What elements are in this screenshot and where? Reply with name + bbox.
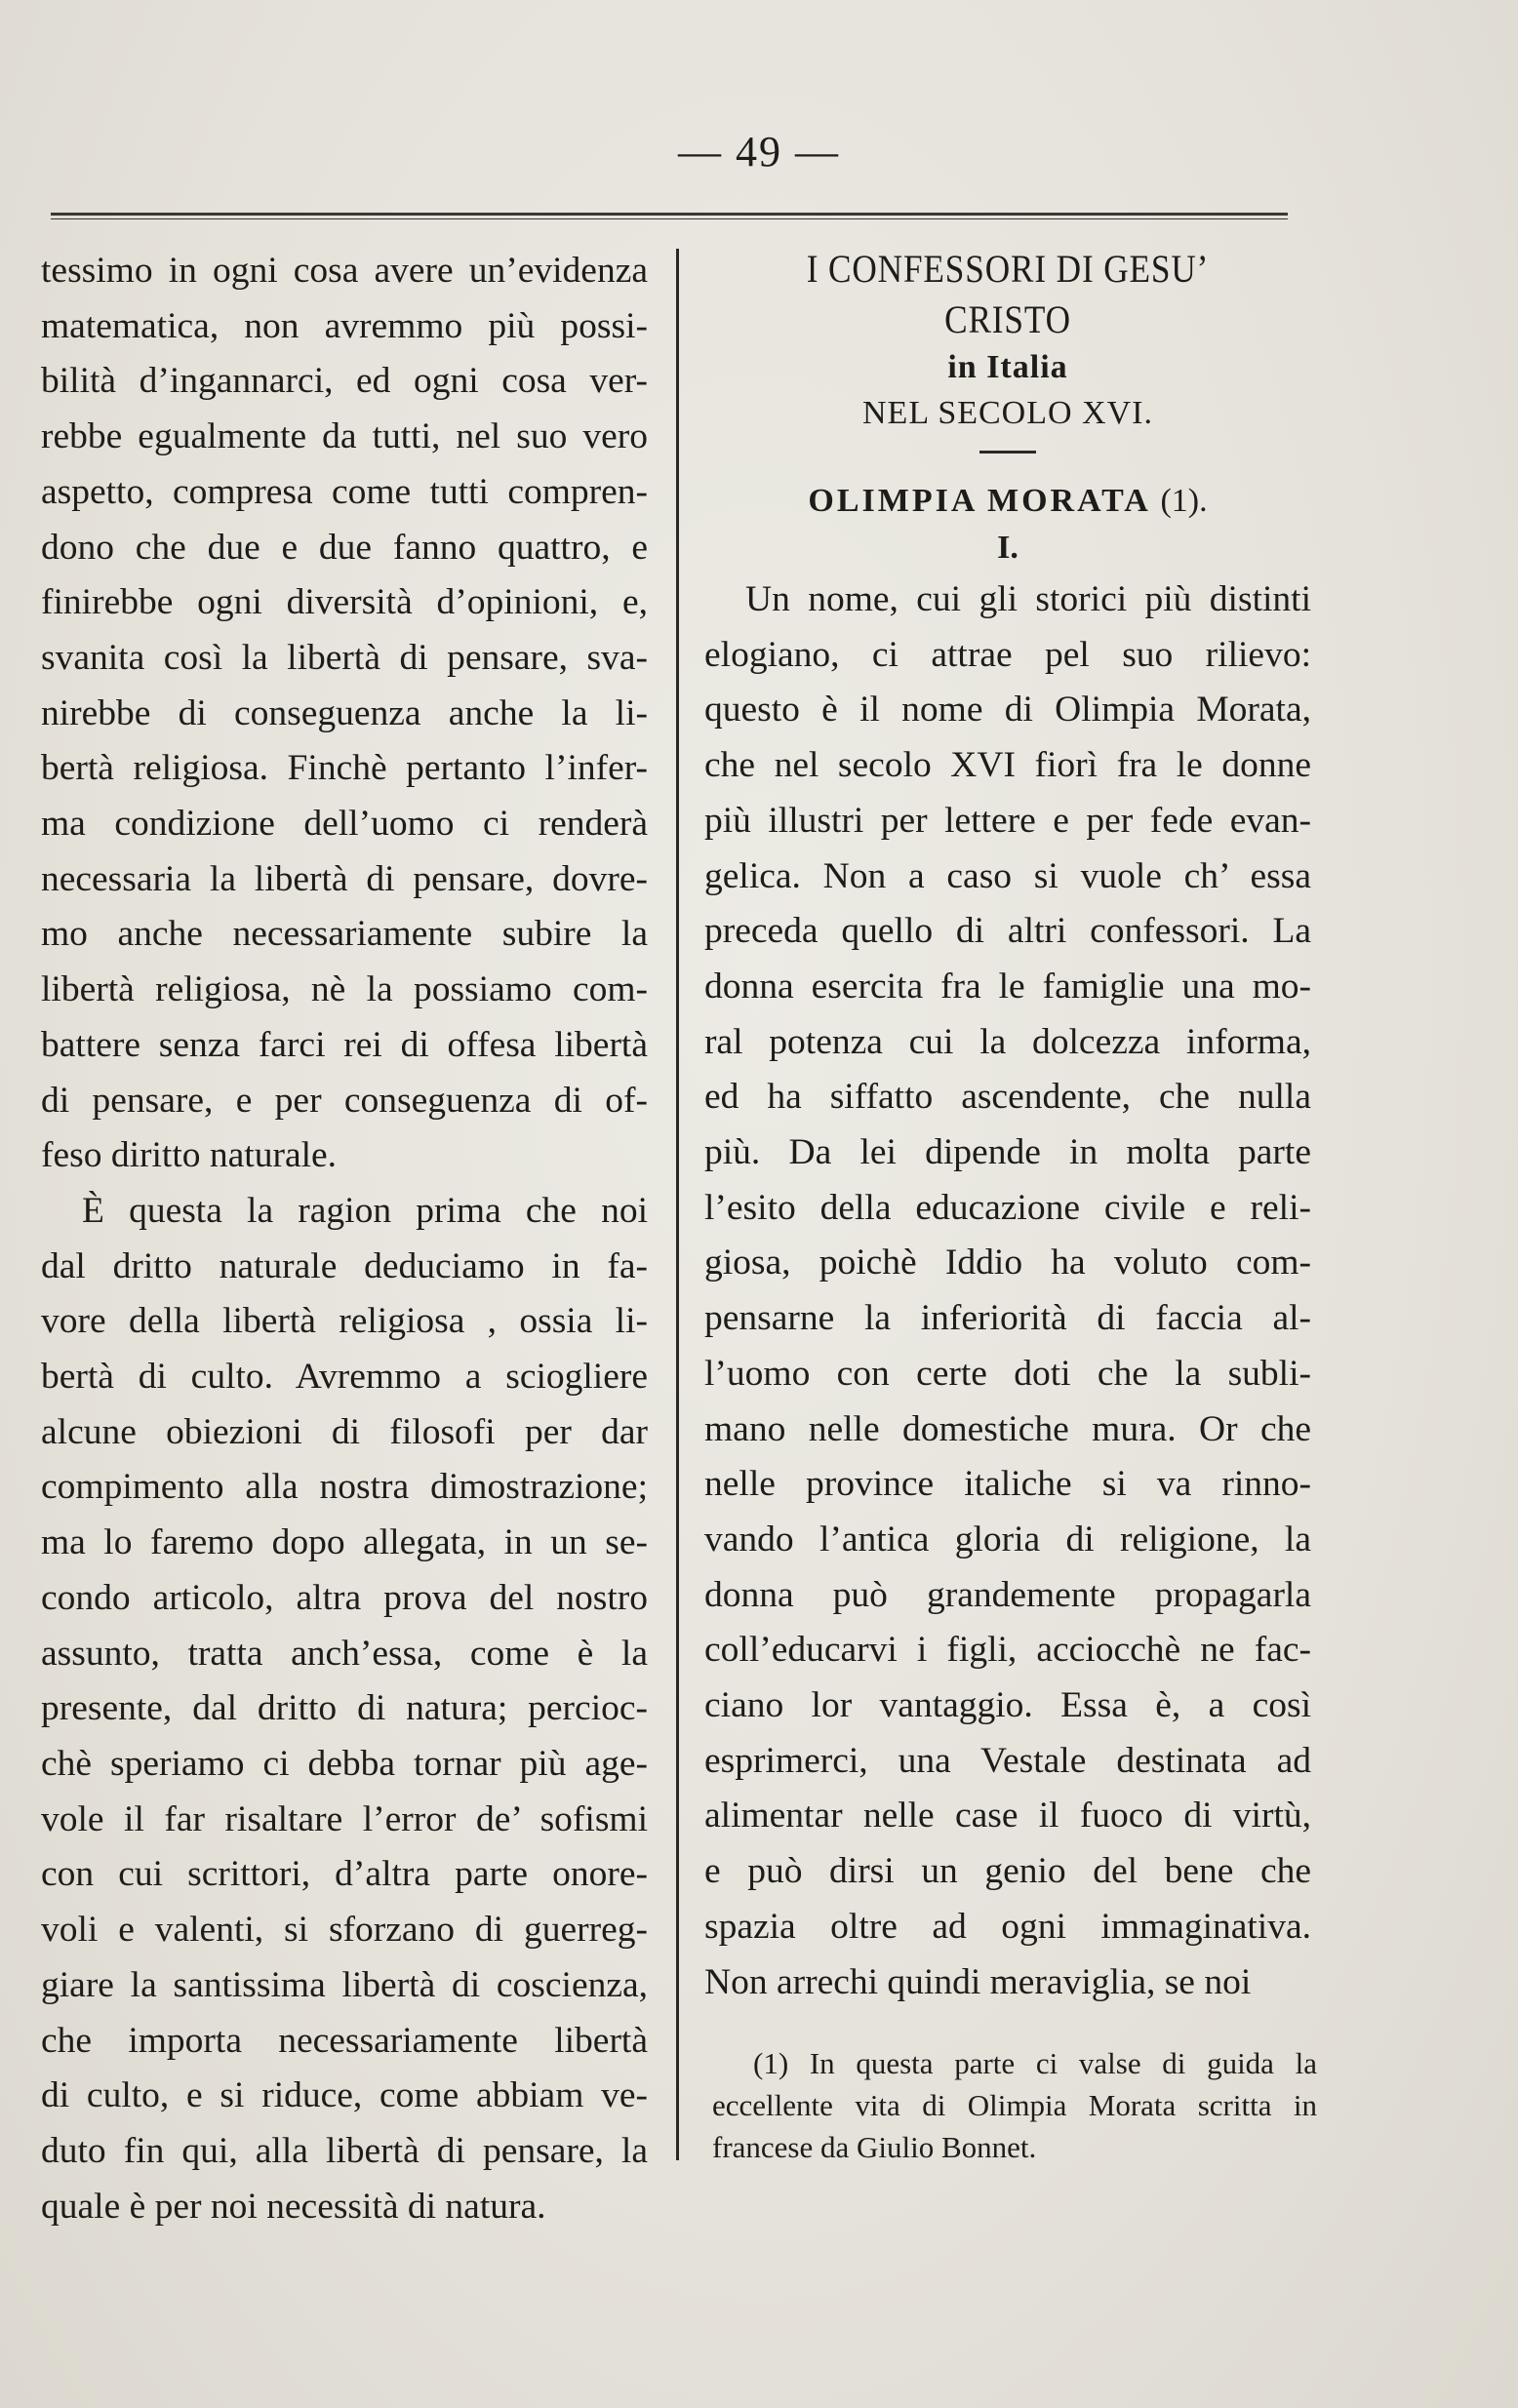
text-line: di culto, e si riduce, come abbiam ve- xyxy=(41,2075,648,2116)
text-line: esprimerci, una Vestale destinata ad xyxy=(704,1740,1311,1781)
footnote xyxy=(712,2042,1317,2168)
paragraph xyxy=(704,572,1311,2010)
text-line: compimento alla nostra dimostrazione; xyxy=(41,1467,648,1508)
paragraph xyxy=(41,244,648,1184)
series-subheading-bold: in Italia xyxy=(947,349,1068,385)
text-line: voli e valenti, si sforzano di guerreg- xyxy=(41,1910,648,1951)
text-line: (1) In questa parte ci valse di guida la xyxy=(753,2046,1317,2080)
right-column xyxy=(704,244,1311,2010)
text-line: battere senza farci rei di offesa libertà xyxy=(41,1024,648,1065)
text-line: nelle province italiche si va rinno- xyxy=(704,1464,1311,1505)
article-series-heading: I CONFESSORI DI GESU’ CRISTO xyxy=(806,247,1210,341)
footnote-reference: (1). xyxy=(1160,483,1208,519)
text-line: aspetto, compresa come tutti compren- xyxy=(41,471,648,512)
text-line: più. Da lei dipende in molta parte xyxy=(704,1132,1311,1173)
text-line: eccellente vita di Olimpia Morata scritta in xyxy=(712,2088,1317,2122)
text-line: chè speriamo ci debba tornar più age- xyxy=(41,1743,648,1784)
text-line: dal dritto naturale deduciamo in fa- xyxy=(41,1245,648,1286)
text-line: coll’educarvi i figli, acciocchè ne fac- xyxy=(704,1630,1311,1671)
text-line: quale è per noi necessità di natura. xyxy=(41,2186,546,2227)
section-number: I. xyxy=(997,530,1019,566)
text-line: spazia oltre ad ogni immaginativa. xyxy=(704,1906,1311,1947)
header-rule xyxy=(51,213,1288,219)
text-line: condo articolo, altra prova del nostro xyxy=(41,1577,648,1618)
text-line: rebbe egualmente da tutti, nel suo vero xyxy=(41,416,648,457)
text-line: elogiano, ci attrae pel suo rilievo: xyxy=(704,634,1311,675)
paragraph xyxy=(41,1184,648,2234)
text-line: l’esito della educazione civile e reli- xyxy=(704,1187,1311,1228)
text-line: alimentar nelle case il fuoco di virtù, xyxy=(704,1796,1311,1836)
text-line: nirebbe di conseguenza anche la li- xyxy=(41,692,648,733)
text-line: Non arrechi quindi meraviglia, se noi xyxy=(704,1961,1252,2002)
text-line: ed ha siffatto ascendente, che nulla xyxy=(704,1077,1311,1118)
text-line: presente, dal dritto di natura; percioc- xyxy=(41,1688,648,1729)
text-line: più illustri per lettere e per fede evan- xyxy=(704,800,1311,841)
text-line: svanita così la libertà di pensare, sva- xyxy=(41,637,648,678)
text-line: donna può grandemente propagarla xyxy=(704,1574,1311,1615)
text-line: mano nelle domestiche mura. Or che xyxy=(704,1408,1311,1449)
text-line: dono che due e due fanno quattro, e xyxy=(41,527,648,568)
text-line: matematica, non avremmo più possi- xyxy=(41,305,648,346)
text-line: con cui scrittori, d’altra parte onore- xyxy=(41,1854,648,1895)
text-line: libertà religiosa, nè la possiamo com- xyxy=(41,969,648,1010)
text-line: che nel secolo XVI fiorì fra le donne xyxy=(704,745,1311,786)
text-line: mo anche necessariamente subire la xyxy=(41,914,648,955)
text-line: ral potenza cui la dolcezza informa, xyxy=(704,1021,1311,1062)
text-line: di pensare, e per conseguenza di of- xyxy=(41,1080,648,1121)
text-line: alcune obiezioni di filosofi per dar xyxy=(41,1411,648,1452)
text-line: vole il far risaltare l’error de’ sofismi xyxy=(41,1798,648,1839)
text-line: preceda quello di altri confessori. La xyxy=(704,911,1311,952)
series-subheading: NEL SECOLO XVI. xyxy=(862,395,1153,431)
article-title-text: OLIMPIA MORATA xyxy=(808,483,1149,519)
heading-dash xyxy=(979,451,1036,454)
text-line: gelica. Non a caso si vuole ch’ essa xyxy=(704,855,1311,896)
text-line: feso diritto naturale. xyxy=(41,1135,338,1176)
text-line: È questa la ragion prima che noi xyxy=(82,1190,648,1231)
text-line: pensarne la inferiorità di faccia al- xyxy=(704,1298,1311,1339)
text-line: finirebbe ogni diversità d’opinioni, e, xyxy=(41,582,648,623)
article-title xyxy=(704,479,1311,524)
left-column xyxy=(41,244,648,2234)
text-line: donna esercita fra le famiglie una mo- xyxy=(704,966,1311,1007)
text-line: duto fin qui, alla libertà di pensare, la xyxy=(41,2130,648,2171)
text-line: vando l’antica gloria di religione, la xyxy=(704,1519,1311,1559)
text-line: assunto, tratta anch’essa, come è la xyxy=(41,1633,648,1674)
text-line: bilità d’ingannarci, ed ogni cosa ver- xyxy=(41,361,648,402)
text-line: l’uomo con certe doti che la subli- xyxy=(704,1353,1311,1394)
text-line: ma lo faremo dopo allegata, in un se- xyxy=(41,1522,648,1563)
page-number: — 49 — xyxy=(678,128,840,176)
text-line: ma condizione dell’uomo ci renderà xyxy=(41,804,648,845)
text-line: giosa, poichè Iddio ha voluto com- xyxy=(704,1243,1311,1283)
text-line: bertà di culto. Avremmo a sciogliere xyxy=(41,1357,648,1398)
text-line: bertà religiosa. Finchè pertanto l’infer- xyxy=(41,748,648,789)
text-line: necessaria la libertà di pensare, dovre- xyxy=(41,858,648,899)
text-line: francese da Giulio Bonnet. xyxy=(712,2130,1037,2164)
text-line: ciano lor vantaggio. Essa è, a così xyxy=(704,1685,1311,1726)
text-line: vore della libertà religiosa , ossia li- xyxy=(41,1301,648,1342)
text-line: questo è il nome di Olimpia Morata, xyxy=(704,690,1311,730)
text-line: Un nome, cui gli storici più distinti xyxy=(745,579,1311,619)
text-line: tessimo in ogni cosa avere un’evidenza xyxy=(41,251,648,291)
column-divider xyxy=(676,249,679,2160)
text-line: giare la santissima libertà di coscienza, xyxy=(41,1964,648,2005)
text-line: e può dirsi un genio del bene che xyxy=(704,1851,1311,1892)
text-line: che importa necessariamente libertà xyxy=(41,2020,648,2061)
